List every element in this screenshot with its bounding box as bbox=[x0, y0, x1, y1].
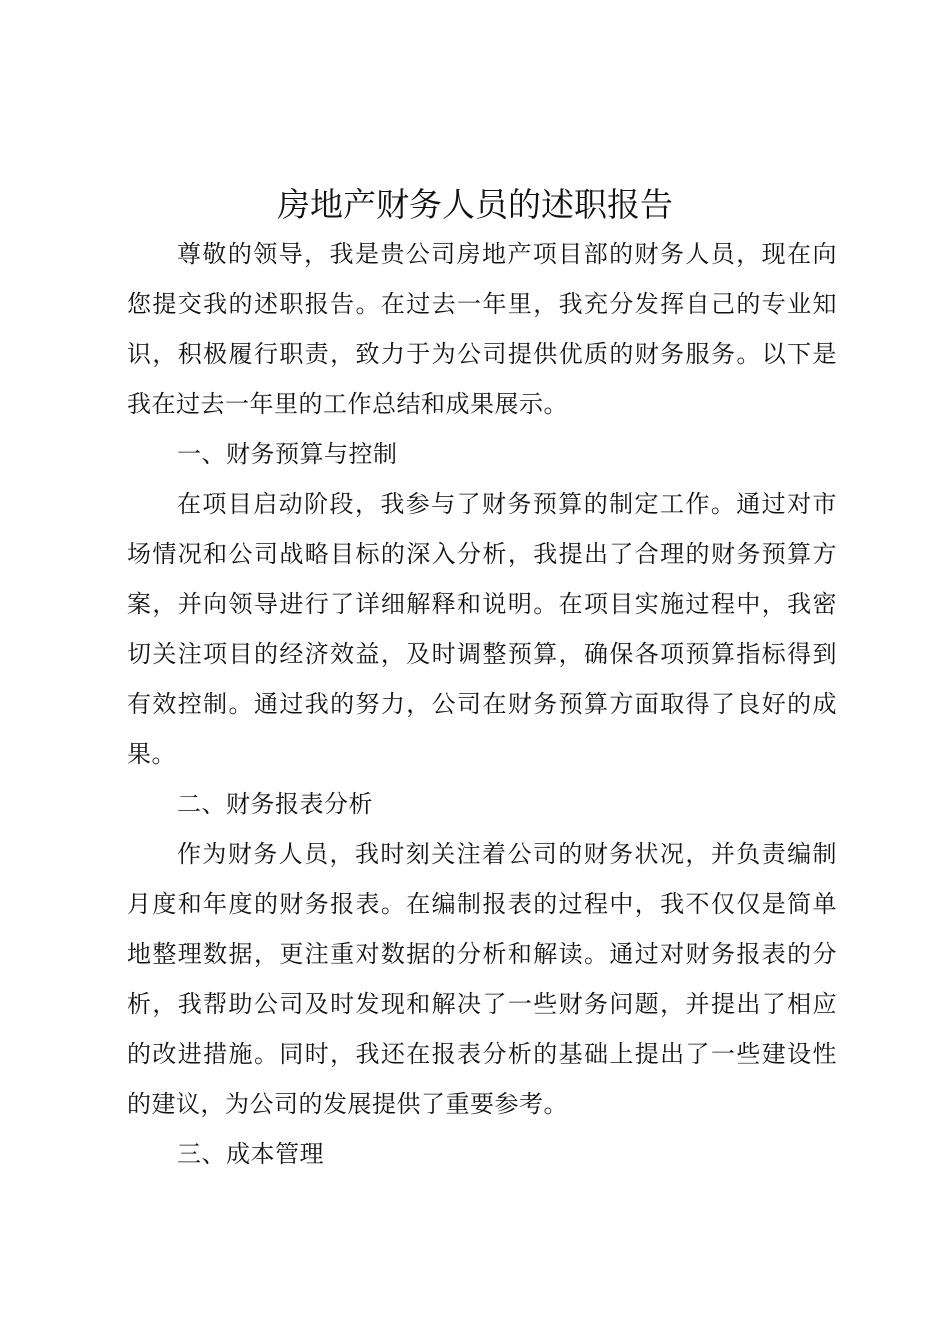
section-paragraph-budget: 在项目启动阶段，我参与了财务预算的制定工作。通过对市场情况和公司战略目标的深入分析，我提出了合理的财务预算方案，并向领导进行了详细解释和说明。在项目实施过程中，我密切关注项目的经济效益，及时调整预算，确保各项预算指标得到有效控制。通过我的努力，公司在财务预算方面取得了良好的成果。 bbox=[127, 490, 837, 768]
section-paragraph-reports: 作为财务人员，我时刻关注着公司的财务状况，并负责编制月度和年度的财务报表。在编制报表的过程中，我不仅仅是简单地整理数据，更注重对数据的分析和解读。通过对财务报表的分析，我帮助公司及时发现和解决了一些财务问题，并提出了相应的改进措施。同时，我还在报表分析的基础上提出了一些建设性的建议，为公司的发展提供了重要参考。 bbox=[127, 840, 837, 1118]
document-body bbox=[127, 229, 837, 1179]
section-heading-reports: 二、财务报表分析 bbox=[177, 790, 373, 818]
section-heading-cost: 三、成本管理 bbox=[177, 1140, 324, 1168]
intro-paragraph: 尊敬的领导，我是贵公司房地产项目部的财务人员，现在向您提交我的述职报告。在过去一年里，我充分发挥自己的专业知识，积极履行职责，致力于为公司提供优质的财务服务。以下是我在过去一年里的工作总结和成果展示。 bbox=[127, 240, 837, 418]
document-title: 房地产财务人员的述职报告 bbox=[277, 185, 673, 224]
section-heading-budget: 一、财务预算与控制 bbox=[177, 440, 398, 468]
